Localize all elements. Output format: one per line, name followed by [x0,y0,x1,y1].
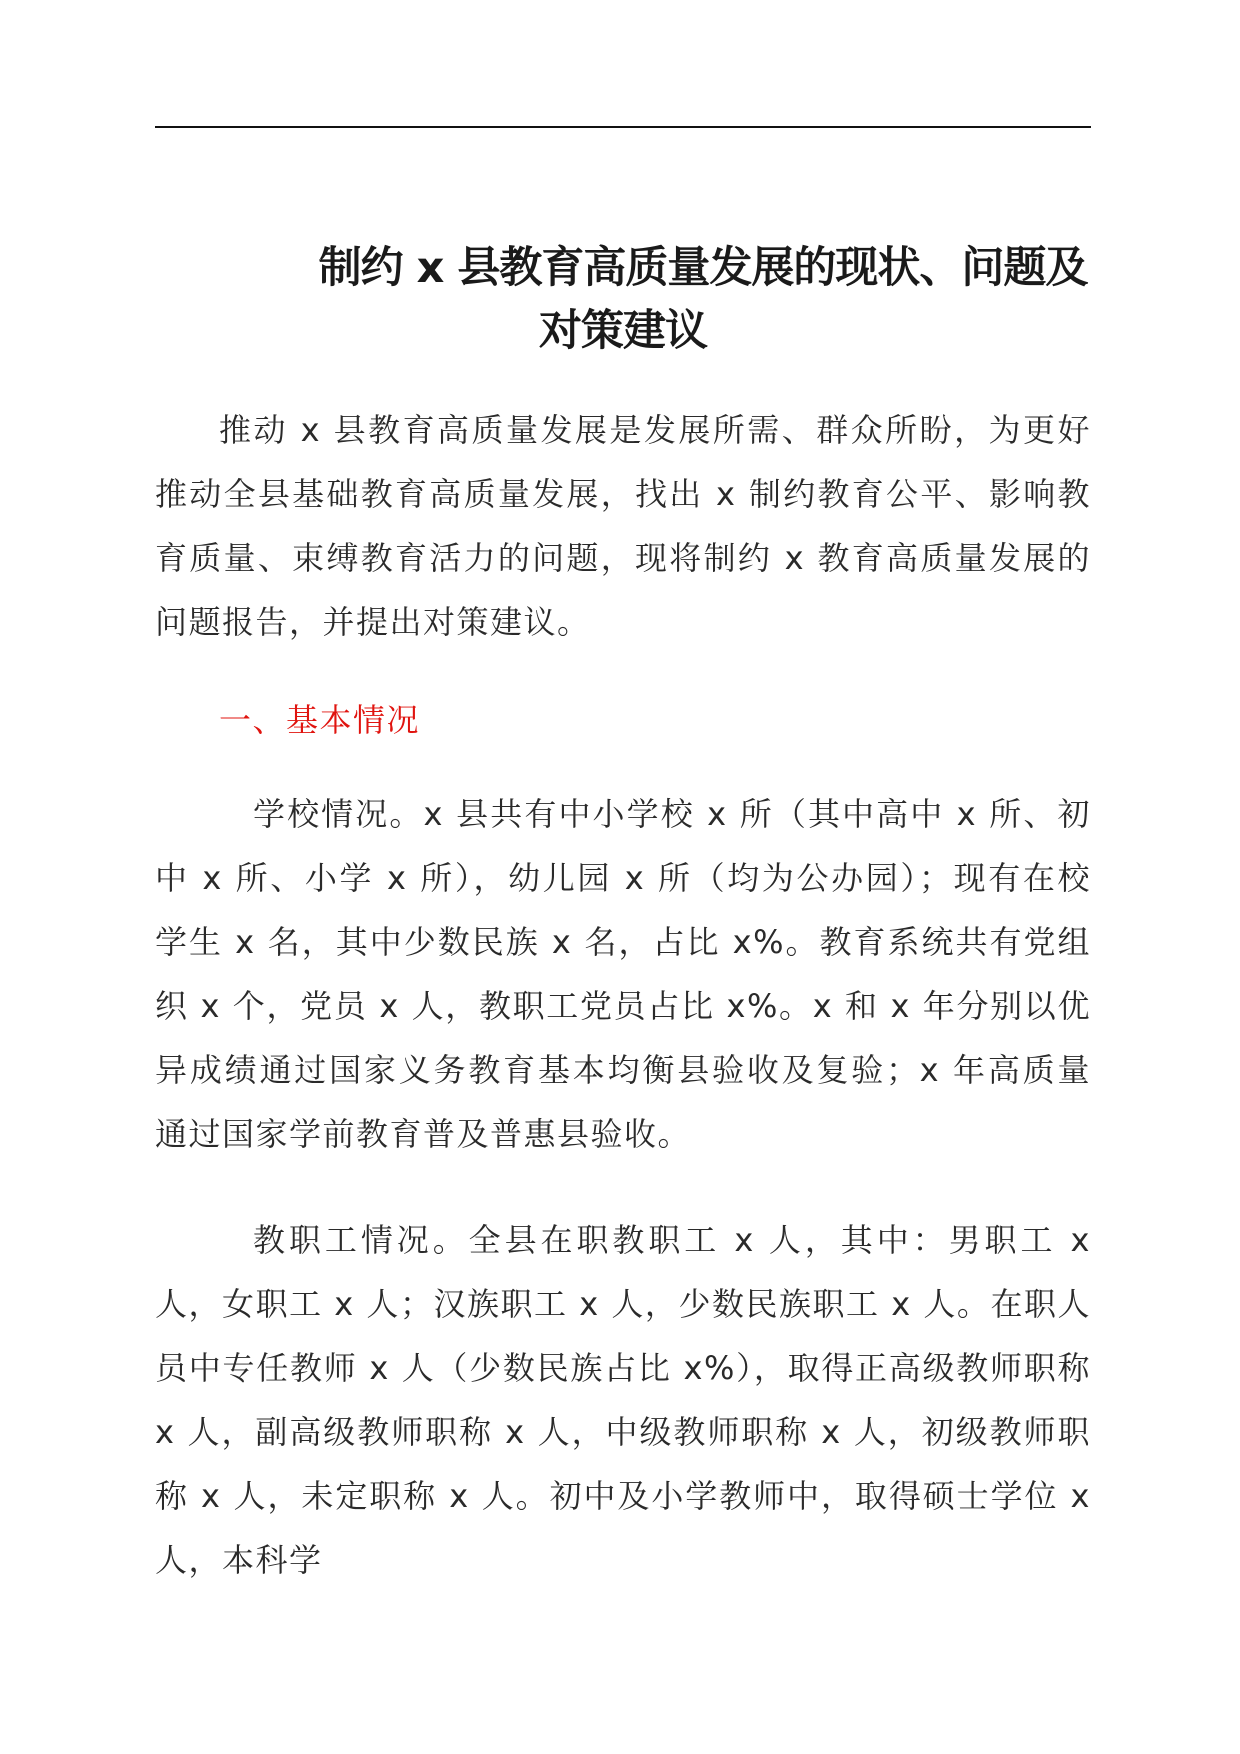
title-line-2: 对策建议 [539,306,707,356]
document-title [155,237,1091,363]
section-heading-basic-situation: 一、基本情况 [219,701,421,739]
school-situation-paragraph: 学校情况。x 县共有中小学校 x 所（其中高中 x 所、初中 x 所、小学 x 所），幼儿园 x 所（均为公办园）；现有在校学生 x 名，其中少数民族 x 名，占比 x%。教育系统共有党组织 x 个，党员 x 人，教职工党员占比 x%。x 和 x 年分别以优异成绩通过国家义务教育基本均衡县验收及复验；x 年高质量通过国家学前教育普及普惠县验收。 [155,795,1091,1153]
title-line-1: 制约 x 县教育高质量发展的现状、问题及 [318,243,1088,293]
header-rule [155,126,1091,128]
staff-situation-paragraph: 教职工情况。全县在职教职工 x 人，其中：男职工 x 人，女职工 x 人；汉族职工 x 人，少数民族职工 x 人。在职人员中专任教师 x 人（少数民族占比 x%），取得正高级教师职称 x 人，副高级教师职称 x 人，中级教师职称 x 人，初级教师职称 x 人，未定职称 x 人。初中及小学教师中，取得硕士学位 x 人，本科学 [155,1221,1091,1579]
intro-paragraph: 推动 x 县教育高质量发展是发展所需、群众所盼，为更好推动全县基础教育高质量发展，找出 x 制约教育公平、影响教育质量、束缚教育活力的问题，现将制约 x 教育高质量发展的问题报告，并提出对策建议。 [155,411,1091,641]
